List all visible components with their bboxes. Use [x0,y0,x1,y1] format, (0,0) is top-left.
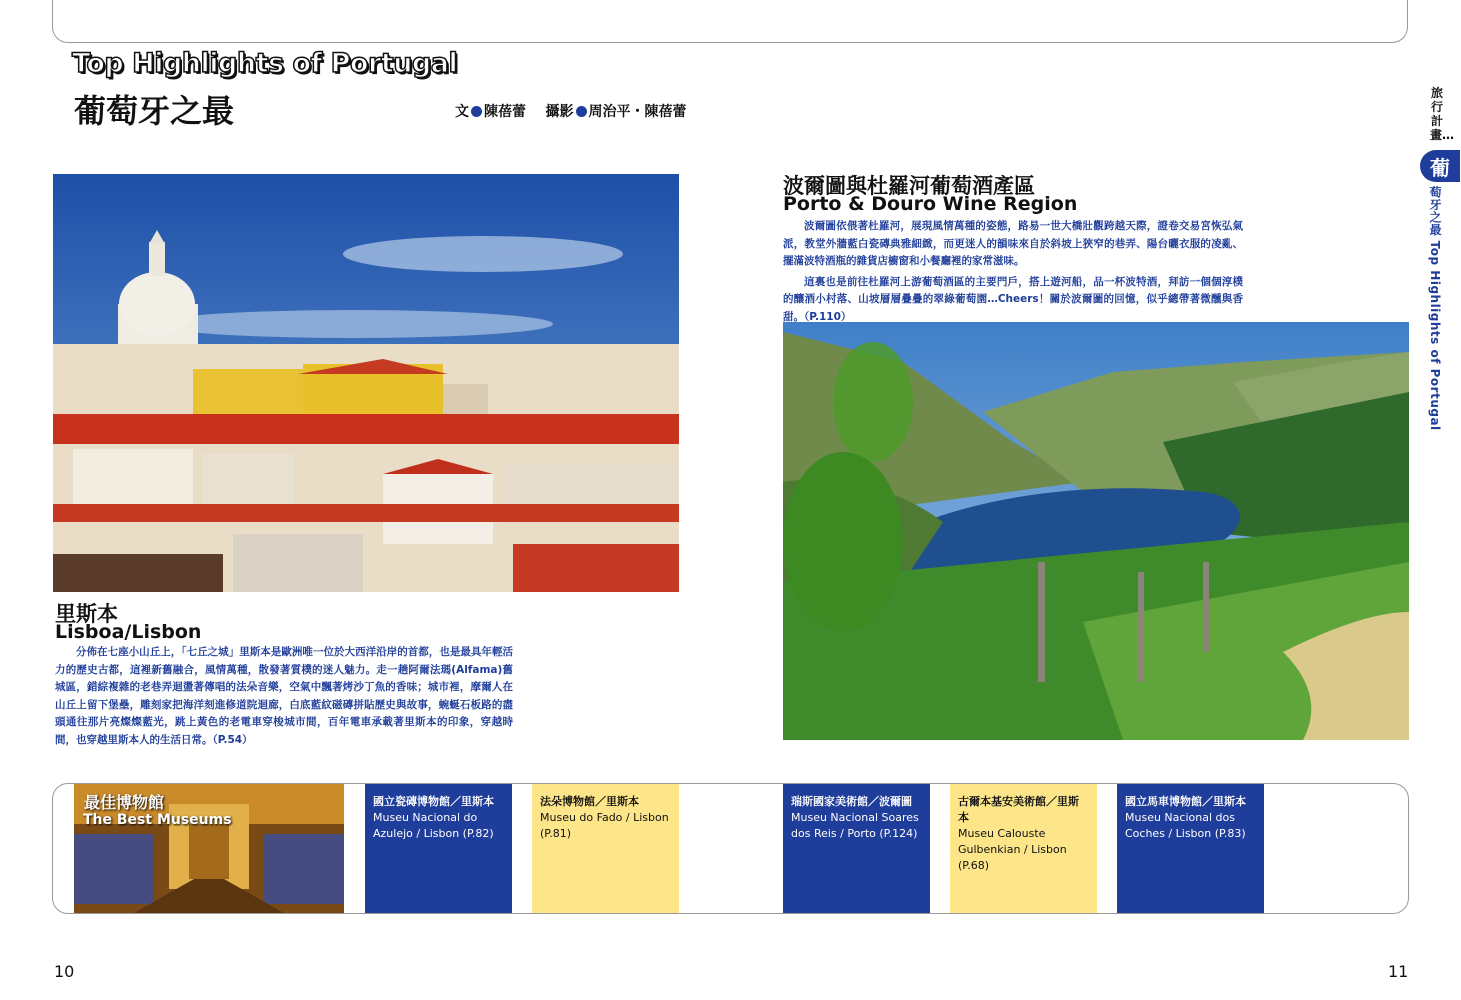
page-title-zh: 葡萄牙之最 [74,92,235,130]
museum-card [365,784,512,913]
douro-paragraph-2: 這裏也是前往杜羅河上游葡萄酒區的主要門戶，搭上遊河船，品一杯波特酒，拜訪一個個淳樸的釀酒小村落、山坡層層疊疊的翠綠葡萄園…Cheers！關於波爾圖的回憶，似乎總帶著微醺與香甜。（P.110） [783,275,1243,323]
museum-card-title: 國立馬車博物館／里斯本 [1125,795,1246,808]
lisbon-title-en: Lisboa/Lisbon [55,621,202,643]
bullet-dot-icon [471,106,482,117]
top-frame [52,0,1408,43]
page-title-en: Top Highlights of Portugal [72,48,458,79]
museum-card-body: Museu Nacional Soares dos Reis / Porto (P.124) [791,811,919,840]
credit-text-name: 陳蓓蕾 [484,104,526,120]
museum-card-body: Museu Calouste Gulbenkian / Lisbon (P.68) [958,827,1067,872]
credit-photo-name: 周治平・陳蓓蕾 [588,104,687,120]
side-tab-vertical-text: 萄牙之最 Top Highlights of Portugal [1428,186,1442,431]
douro-description [783,218,1243,329]
museum-card [1117,784,1264,913]
museum-card-body: Museu Nacional dos Coches / Lisbon (P.83) [1125,811,1246,840]
museum-card [950,784,1097,913]
lisbon-title-zh: 里斯本 [55,602,118,626]
museums-title-zh: 最佳博物館 [84,793,165,812]
page-number-left: 10 [54,962,75,981]
museum-card [783,784,930,913]
museum-card-body: Museu do Fado / Lisbon (P.81) [540,811,669,840]
side-tab-badge: 葡 [1420,150,1460,182]
page-number-right: 11 [1388,962,1409,981]
credits [455,101,687,121]
douro-title-zh: 波爾圖與杜羅河葡萄酒產區 [783,174,1035,198]
bullet-dot-icon [576,106,587,117]
lisbon-photo [53,174,679,592]
douro-paragraph-1: 波爾圖依偎著杜羅河，展現風情萬種的姿態，路易一世大橋壯觀跨越天際，證卷交易宮恢弘氣派，教堂外牆藍白瓷磚典雅細緻，而更迷人的韻味來自於斜坡上狹窄的巷弄、陽台曬衣服的凌亂、擺滿波特酒瓶的雜貨店櫥窗和小餐廳裡的家常滋味。 [783,220,1243,267]
credit-text-label: 文 [455,104,469,120]
museum-card-title: 古爾本基安美術館／里斯本 [958,795,1079,824]
lisbon-paragraph: 分佈在七座小山丘上，「七丘之城」里斯本是歐洲唯一位於大西洋沿岸的首都，也是最具年輕活力的歷史古都，這裡新舊融合，風情萬種，散發著質樸的迷人魅力。走一趟阿爾法瑪(Alfama)舊城區，錯綜複雜的老巷弄迴盪著傳唱的法朵音樂，空氣中飄著烤沙丁魚的香味；城市裡，摩爾人在山丘上留下堡壘，雕刻家把海洋刻進修道院迴廊，白底藍紋磁磚拼貼歷史與故事，蜿蜒石板路的盡頭通往那片亮燦燦藍光，跳上黃色的老電車穿梭城市間，百年電車承載著里斯本的印象，穿越時間，也穿越里斯本人的生活日常。（P.54） [55,646,513,746]
museums-title-en: The Best Museums [83,812,232,828]
museum-card-title: 法朵博物館／里斯本 [540,795,639,808]
douro-photo [783,322,1409,740]
credit-photo-label: 攝影 [545,104,574,120]
douro-title-en: Porto & Douro Wine Region [783,193,1078,215]
museum-card-title: 瑞斯國家美術館／波爾圖 [791,795,912,808]
side-tab-travel-label: 旅行計畫… [1430,86,1455,142]
lisbon-description [55,644,513,752]
museum-card-title: 國立瓷磚博物館／里斯本 [373,795,494,808]
museum-card [532,784,679,913]
museum-card-body: Museu Nacional do Azulejo / Lisbon (P.82) [373,811,494,840]
